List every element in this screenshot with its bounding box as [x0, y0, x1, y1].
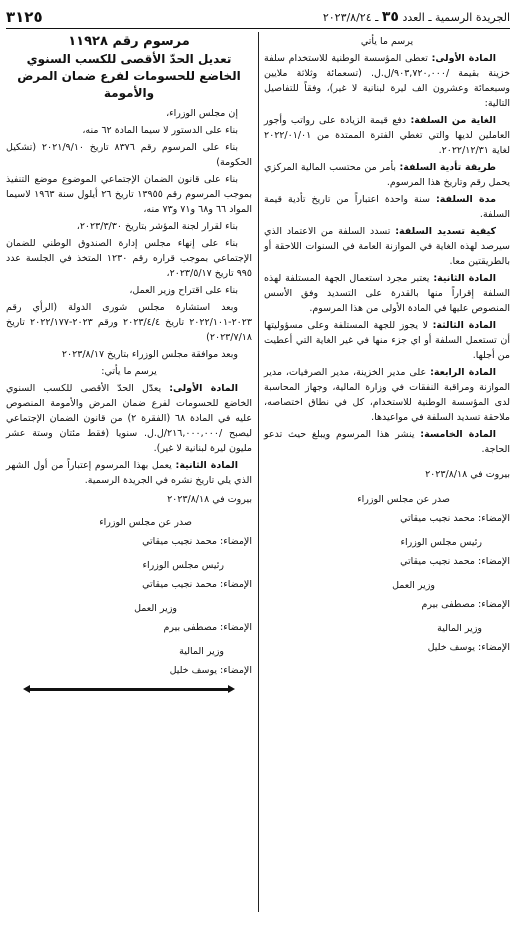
advance-repayment — [264, 224, 510, 269]
advance-purpose-label: الغاية من السلفة: — [410, 115, 496, 126]
issued-by: صدر عن مجلس الوزراء — [357, 494, 450, 505]
article-3-text: لا يجوز للجهة المستلفة وعلى مسؤوليتها أن تستعمل السلفة أو اي جزء منها في غير الغاية التي أعطيت من أجلها. — [264, 320, 510, 361]
article-5 — [264, 427, 510, 457]
page-number: ٣١٢٥ — [6, 8, 43, 26]
signature-line: الإمضاء: محمد نجيب ميقاتي — [142, 579, 252, 590]
right-column — [264, 34, 510, 934]
preamble-line: بناء على المرسوم رقم ٨٣٧٦ تاريخ ٢٠٢١/٩/١٠ (تشكيل الحكومة) — [6, 142, 252, 168]
issue-number: ٣٥ — [381, 9, 399, 25]
article-2 — [6, 458, 252, 488]
issue-date: ـ ٢٠٢٣/٨/٢٤ — [322, 11, 379, 24]
article-2-label: المادة الثانية: — [433, 273, 496, 284]
advance-purpose — [264, 113, 510, 158]
signature-line: الإمضاء: مصطفى بيرم — [421, 599, 510, 610]
preamble-line: إن مجلس الوزراء، — [166, 108, 238, 119]
preamble-line: بناء على الدستور لا سيما المادة ٦٢ منه، — [82, 125, 238, 136]
advance-payment-label: طريقة تأدية السلفة: — [399, 162, 496, 173]
article-2-text: يعتبر مجرد استعمال الجهة المستلفة لهذه السلفة إقراراً منها بالقدرة على التسديد وفق الأسس المنصوص عليها في المادة الأولى من هذا المرسوم. — [264, 273, 510, 314]
signer-title: رئيس مجلس الوزراء — [400, 537, 482, 548]
signer-title: وزير العمل — [392, 580, 435, 591]
signer-title: وزير المالية — [179, 646, 224, 657]
journal-header — [323, 6, 510, 29]
preamble-line: وبعد استشارة مجلس شورى الدولة (الرأي رقم ٢٠٢٣-٢٠٢٢/١٠١ تاريخ ٢٠٢٣/٤/٤ ورقم ٢٠٢٣-٢٠٢٢/١٧٧ تاريخ ٢٠٢٣/٧/١٨) — [6, 302, 252, 343]
advance-payment-method — [264, 160, 510, 190]
advance-duration — [264, 192, 510, 222]
issued-by: صدر عن مجلس الوزراء — [99, 517, 192, 528]
decree-intro: يرسم ما يأتي — [360, 36, 414, 47]
page-header — [6, 6, 510, 29]
place-date: بيروت في ٢٠٢٣/٨/١٨ — [425, 469, 510, 480]
article-2-text: يعمل بهذا المرسوم إعتباراً من أول الشهر الذي يلي تاريخ نشره في الجريدة الرسمية. — [6, 460, 252, 486]
preamble-line: وبعد موافقة مجلس الوزراء بتاريخ ٢٠٢٣/٨/١٧ — [61, 349, 238, 360]
article-2-label: المادة الثانية: — [175, 460, 238, 471]
preamble-line: بناء لقرار لجنة المؤشر بتاريخ ٢٠٢٣/٣/٣٠، — [76, 221, 238, 232]
article-4-label: المادة الرابعة: — [430, 367, 496, 378]
signer-title: وزير المالية — [437, 623, 482, 634]
signature-block — [6, 513, 252, 680]
decree-intro: يرسم ما يأتي: — [101, 366, 157, 377]
advance-purpose-text: دفع قيمة الزيادة على رواتب وأجور العاملين لديها والتي تغطي الفترة الممتدة من ٢٠٢٢/٠١/٠١ لغاية ٢٠٢٢/١٢/٣١. — [264, 115, 510, 156]
signature-line: الإمضاء: محمد نجيب ميقاتي — [400, 513, 510, 524]
end-of-decree-rule — [29, 688, 229, 691]
article-3 — [264, 318, 510, 363]
signature-block — [264, 490, 510, 657]
preamble-line: بناء على قانون الضمان الإجتماعي الموضوع موضع التنفيذ بموجب المرسوم رقم ١٣٩٥٥ تاريخ ٢٦ أيلول سنة ١٩٦٣ لاسيما المواد ٦٦ و٦٨ و٧١ و٧٣ منه، — [6, 174, 252, 215]
signature-line: الإمضاء: محمد نجيب ميقاتي — [142, 536, 252, 547]
preamble-line: بناء على اقتراح وزير العمل، — [129, 285, 238, 296]
article-4 — [264, 365, 510, 425]
signature-line: الإمضاء: يوسف خليل — [169, 665, 252, 676]
article-4-text: على مدير الخزينة، مدير الصرفيات، مدير الموازنة ومراقبة النفقات في وزارة المالية، وجهاز المحاسبة لدى المؤسسة الوطنية للاستخدام، كل في نطاق اختصاصه، ملاحقة تسديد السلفة في مواعيدها. — [264, 367, 510, 423]
advance-repayment-text: تسدد السلفة من الاعتماد الذي سيرصد لهذه الغاية في الموازنة العامة في السنوات اللاحقة أو بالطريقتين معا. — [264, 226, 510, 267]
decree-number: مرسوم رقم ١١٩٢٨ — [68, 34, 190, 49]
article-1 — [6, 381, 252, 456]
signer-title: رئيس مجلس الوزراء — [142, 560, 224, 571]
signature-line: الإمضاء: يوسف خليل — [427, 642, 510, 653]
advance-repayment-label: كيفية تسديد السلفة: — [395, 226, 496, 237]
article-1-text: تعطى المؤسسة الوطنية للاستخدام سلفة خزينة بقيمة /٩٠٣,٧٢٠,٠٠٠/ل.ل. (تسعمائة وثلاثة ملايين وسبعمائة وعشرون الف ليرة لبنانية لا غير)، وفقاً للتفاصيل التالية: — [264, 53, 510, 109]
place-date: بيروت في ٢٠٢٣/٨/١٨ — [167, 494, 252, 505]
article-1 — [264, 51, 510, 111]
advance-payment-text: بأمر من محتسب المالية المركزي يحمل رقم وتاريخ هذا المرسوم. — [264, 162, 510, 188]
decree-title: تعديل الحدّ الأقصى للكسب السنوي الخاضع للحسومات لفرع ضمان المرض والأمومة — [17, 52, 241, 100]
article-5-label: المادة الخامسة: — [420, 429, 496, 440]
article-5-text: ينشر هذا المرسوم ويبلغ حيث تدعو الحاجة. — [264, 429, 510, 455]
article-3-label: المادة الثالثة: — [432, 320, 496, 331]
article-1-label: المادة الأولى: — [431, 53, 497, 64]
signer-title: وزير العمل — [134, 603, 177, 614]
signature-line: الإمضاء: مصطفى بيرم — [163, 622, 252, 633]
article-2 — [264, 271, 510, 316]
advance-duration-label: مدة السلفة: — [435, 194, 496, 205]
article-1-label: المادة الأولى: — [169, 383, 238, 394]
journal-name: الجريدة الرسمية ـ العدد — [402, 11, 510, 24]
signature-line: الإمضاء: محمد نجيب ميقاتي — [400, 556, 510, 567]
advance-duration-text: سنة واحدة اعتباراً من تاريخ تأدية قيمة السلفة. — [264, 194, 510, 220]
preamble-line: بناء على إنهاء مجلس إدارة الصندوق الوطني للضمان الإجتماعي بموجب قراره رقم ١٢٣٠ المتخذ في الجلسة عدد ٩٩٥ تاريخ ٢٠٢٣/٥/١٧، — [6, 238, 252, 279]
column-divider — [258, 32, 259, 912]
left-column — [6, 34, 252, 934]
article-1-text: يعدّل الحدّ الأقصى للكسب السنوي الخاضع للحسومات لفرع ضمان المرض والأمومة المنصوص عليه في المادة ٦٨ (الفقرة ٢) من قانون الضمان الإجتماعي ليصبح /٢١٦,٠٠٠,٠٠٠/ل.ل. سنويا (فقط مئتان وستة عشر مليون ليرة لبنانية لا غير). — [6, 383, 252, 454]
